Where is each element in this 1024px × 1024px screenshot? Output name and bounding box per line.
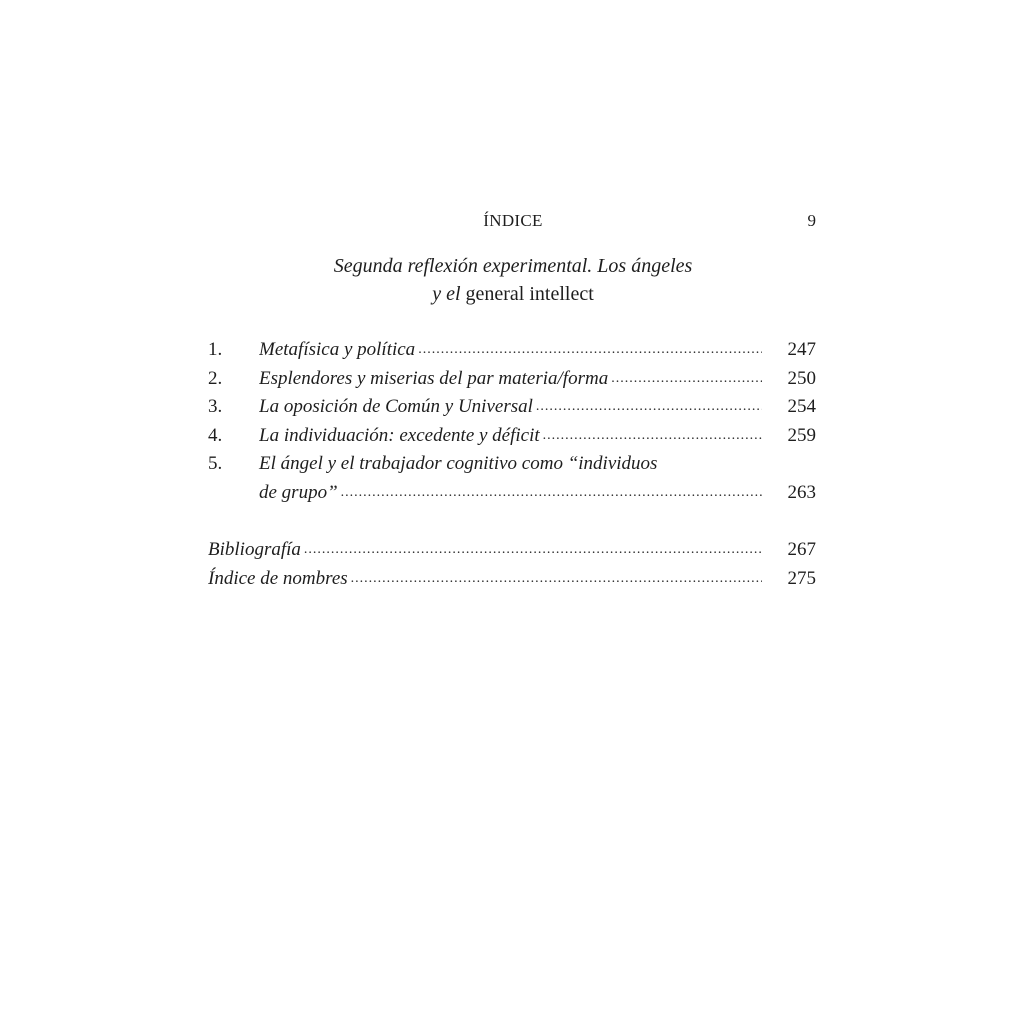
toc-entry-title: Metafísica y política (259, 339, 416, 360)
toc-entry-title: Esplendores y miserias del par materia/forma (259, 367, 609, 389)
dot-leader (415, 336, 762, 365)
toc-back-entry (208, 565, 816, 594)
toc-entry-line (208, 565, 762, 594)
toc-entry-page: 254 (787, 396, 816, 418)
dot-leader (608, 365, 762, 394)
toc-entry-title: La oposición de Común y Universal (259, 396, 533, 418)
toc-back-entry (208, 536, 816, 565)
toc-entry-number: 2. (208, 367, 223, 389)
toc-entry-line (259, 336, 762, 365)
toc-back-page: 267 (787, 539, 816, 560)
section-heading-line2 (210, 280, 816, 308)
toc-back-title: Índice de nombres (208, 567, 348, 589)
toc-entry-number: 5. (208, 453, 223, 475)
toc-entry-page: 259 (787, 424, 816, 446)
toc-entry-line (259, 393, 762, 422)
toc-entry (208, 422, 816, 451)
section-heading (210, 252, 816, 308)
toc-entry-title: El ángel y el trabajador cognitivo como “individuos (259, 453, 658, 475)
section-heading-line2-roman: general intellect (465, 283, 594, 305)
toc-entry-continuation (208, 479, 816, 508)
toc-entry (208, 336, 816, 365)
toc-entry-line (259, 422, 762, 451)
toc-entry (208, 365, 816, 394)
toc-entry (208, 450, 816, 479)
running-head-title: ÍNDICE (483, 211, 543, 230)
toc-entry-number: 3. (208, 396, 223, 418)
toc-entry-number: 1. (208, 339, 223, 360)
section-heading-line2-italic: y el (432, 283, 461, 305)
toc-entry-line (259, 479, 762, 508)
toc-back-matter (208, 536, 816, 593)
dot-leader (540, 422, 762, 451)
toc-chapter-entries (208, 336, 816, 508)
toc-entry-title-continued: de grupo” (259, 481, 338, 503)
section-heading-line1: Segunda reflexión experimental. Los ángeles (333, 255, 693, 277)
toc-entry-page: 263 (787, 481, 816, 503)
dot-leader (301, 536, 762, 565)
page-number: 9 (807, 211, 816, 230)
toc-entry-page: 250 (787, 367, 816, 389)
dot-leader (338, 479, 762, 508)
toc-entry-line (208, 536, 762, 565)
dot-leader (533, 393, 762, 422)
toc-back-title: Bibliografía (208, 539, 301, 560)
toc-entry-title: La individuación: excedente y déficit (259, 424, 540, 446)
toc-back-page: 275 (787, 567, 816, 589)
toc-entry-number: 4. (208, 424, 223, 446)
dot-leader (348, 565, 762, 594)
toc-entry (208, 393, 816, 422)
toc-entry-line (259, 365, 762, 394)
running-head (210, 211, 816, 235)
toc-entry-page: 247 (787, 339, 816, 360)
